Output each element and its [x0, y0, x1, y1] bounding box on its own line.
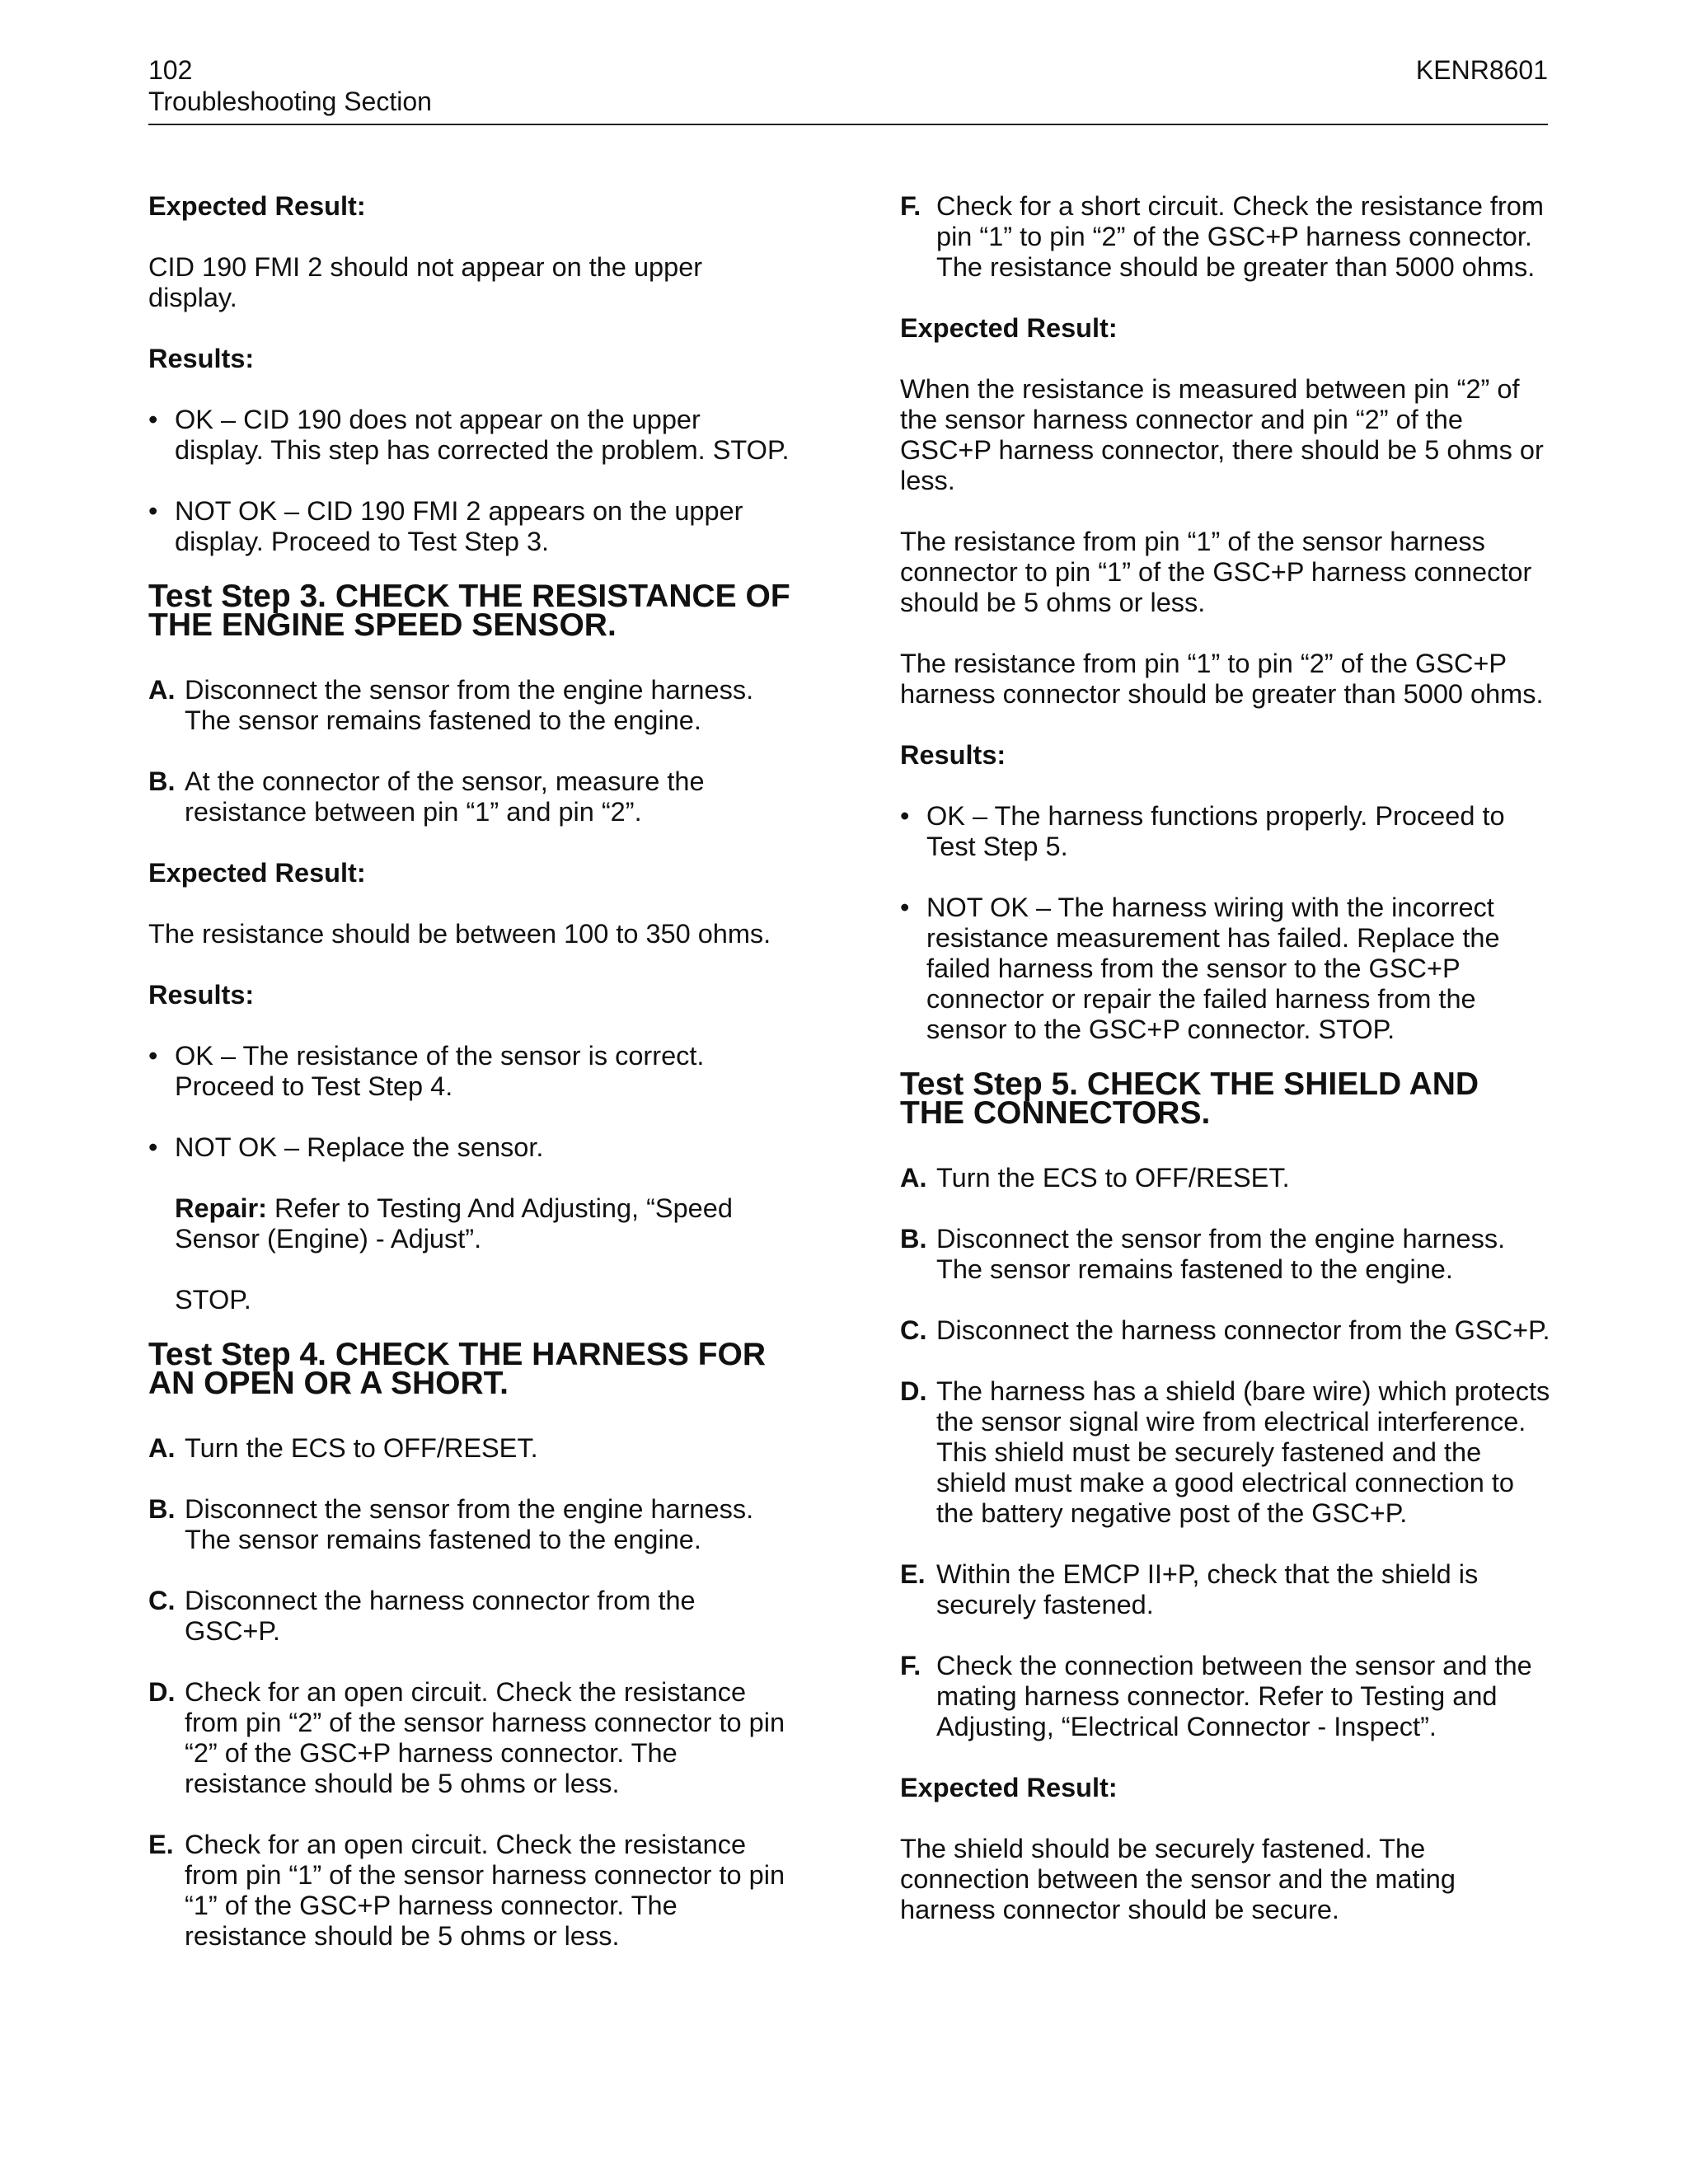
step-item [148, 1677, 795, 1799]
step-item [148, 766, 795, 827]
step-text: Disconnect the sensor from the engine harness. The sensor remains fastened to the engine. [185, 675, 754, 735]
result-not-ok-item [148, 1132, 795, 1163]
bullet-icon: • [900, 893, 910, 922]
step-letter: C. [900, 1315, 927, 1345]
step-letter: D. [148, 1677, 176, 1707]
step-text: Check for a short circuit. Check the resistance from pin “1” to pin “2” of the GSC+P harness connector. The resistance should be greater than 5000 ohms. [936, 191, 1544, 282]
test-step-5-heading: Test Step 5. CHECK THE SHIELD AND THE CONNECTORS. [900, 1066, 1479, 1131]
bullet-icon: • [900, 801, 910, 831]
step-item [900, 1224, 1551, 1285]
step-text: Disconnect the sensor from the engine harness. The sensor remains fastened to the engine. [936, 1224, 1506, 1284]
step-letter: B. [148, 1494, 176, 1524]
expected-result-label: Expected Result: [148, 858, 366, 888]
step-letter: F. [900, 1651, 921, 1680]
result-not-ok-text: NOT OK – CID 190 FMI 2 appears on the upper display. Proceed to Test Step 3. [175, 496, 743, 556]
bullet-icon: • [148, 1041, 158, 1071]
step-letter: B. [148, 766, 176, 796]
expected-result-text: The resistance from pin “1” to pin “2” of the GSC+P harness connector should be greater than 5000 ohms. [900, 649, 1544, 709]
document-id: KENR8601 [1415, 55, 1548, 85]
step-item [900, 1315, 1551, 1346]
step-text: Within the EMCP II+P, check that the shield is securely fastened. [936, 1559, 1479, 1619]
step-item [900, 191, 1551, 283]
result-not-ok-item [148, 496, 795, 557]
step-letter: A. [148, 1433, 176, 1463]
bullet-icon: • [148, 496, 158, 526]
expected-result-label: Expected Result: [148, 191, 366, 221]
step-item [900, 1651, 1551, 1742]
step-item [148, 1586, 795, 1647]
result-ok-text: OK – The harness functions properly. Proceed to Test Step 5. [926, 801, 1505, 861]
result-not-ok-text: NOT OK – Replace the sensor. [175, 1132, 544, 1162]
expected-result-text: When the resistance is measured between pin “2” of the sensor harness connector and pin “2” of the GSC+P harness connector, there should be 5 ohms or less. [900, 374, 1544, 495]
results-label: Results: [148, 980, 255, 1010]
step-text: Disconnect the sensor from the engine harness. The sensor remains fastened to the engine. [185, 1494, 754, 1554]
test-step-3-heading: Test Step 3. CHECK THE RESISTANCE OF THE ENGINE SPEED SENSOR. [148, 579, 790, 643]
section-title: Troubleshooting Section [148, 87, 432, 116]
results-label: Results: [900, 740, 1006, 770]
result-not-ok-text: NOT OK – The harness wiring with the incorrect resistance measurement has failed. Replace the failed harness from the sensor to the GSC+P connector or repair the failed harness from the sensor to the GSC+P connector. STOP. [926, 893, 1500, 1044]
expected-result-label: Expected Result: [900, 313, 1118, 343]
results-label: Results: [148, 344, 255, 373]
step-letter: E. [900, 1559, 926, 1589]
left-column [148, 191, 795, 1982]
result-ok-item [148, 405, 795, 466]
step-letter: E. [148, 1830, 174, 1859]
step-text: Check for an open circuit. Check the resistance from pin “2” of the sensor harness connector to pin “2” of the GSC+P harness connector. The resistance should be 5 ohms or less. [185, 1677, 785, 1798]
step-item [148, 675, 795, 736]
step-text: Check the connection between the sensor and the mating harness connector. Refer to Testing and Adjusting, “Electrical Connector - Inspect”. [936, 1651, 1532, 1741]
step-item [148, 1830, 795, 1952]
expected-result-text: CID 190 FMI 2 should not appear on the upper display. [148, 252, 703, 312]
bullet-icon: • [148, 1132, 158, 1162]
step-text: Turn the ECS to OFF/RESET. [185, 1433, 538, 1463]
page-header [148, 54, 1548, 125]
step-letter: C. [148, 1586, 176, 1615]
step-letter: B. [900, 1224, 927, 1254]
step-item [900, 1163, 1551, 1193]
repair-note [148, 1193, 795, 1254]
step-item [900, 1559, 1551, 1620]
result-ok-text: OK – The resistance of the sensor is correct. Proceed to Test Step 4. [175, 1041, 705, 1101]
expected-result-text: The resistance from pin “1” of the sensor harness connector to pin “1” of the GSC+P harness connector should be 5 ohms or less. [900, 527, 1532, 617]
step-text: Check for an open circuit. Check the resistance from pin “1” of the sensor harness connector to pin “1” of the GSC+P harness connector. The resistance should be 5 ohms or less. [185, 1830, 785, 1951]
step-text: The harness has a shield (bare wire) which protects the sensor signal wire from electrical interference. This shield must be securely fastened and the shield must make a good electrical connection to the battery negative post of the GSC+P. [936, 1376, 1550, 1528]
step-text: At the connector of the sensor, measure the resistance between pin “1” and pin “2”. [185, 766, 705, 827]
step-letter: A. [148, 675, 176, 705]
repair-text: Refer to Testing And Adjusting, “Speed Sensor (Engine) - Adjust”. [175, 1193, 733, 1254]
step-text: Disconnect the harness connector from the GSC+P. [185, 1586, 696, 1646]
step-item [900, 1376, 1551, 1529]
test-step-4-heading: Test Step 4. CHECK THE HARNESS FOR AN OPEN OR A SHORT. [148, 1337, 767, 1401]
result-not-ok-item [900, 893, 1551, 1045]
expected-result-text: The shield should be securely fastened. The connection between the sensor and the mating harness connector should be secure. [900, 1834, 1456, 1924]
right-column [900, 191, 1551, 1956]
result-ok-item [148, 1041, 795, 1102]
step-letter: D. [900, 1376, 927, 1406]
result-ok-text: OK – CID 190 does not appear on the upper display. This step has corrected the problem. STOP. [175, 405, 790, 465]
step-letter: F. [900, 191, 921, 221]
page-number: 102 [148, 55, 193, 85]
result-ok-item [900, 801, 1551, 862]
step-text: Turn the ECS to OFF/RESET. [936, 1163, 1290, 1193]
bullet-icon: • [148, 405, 158, 434]
step-text: Disconnect the harness connector from the GSC+P. [936, 1315, 1550, 1345]
expected-result-text: The resistance should be between 100 to 350 ohms. [148, 919, 771, 949]
expected-result-label: Expected Result: [900, 1773, 1118, 1802]
step-item [148, 1494, 795, 1555]
step-letter: A. [900, 1163, 927, 1193]
step-item [148, 1433, 795, 1464]
repair-label: Repair: [175, 1193, 267, 1223]
stop-text: STOP. [175, 1285, 251, 1315]
